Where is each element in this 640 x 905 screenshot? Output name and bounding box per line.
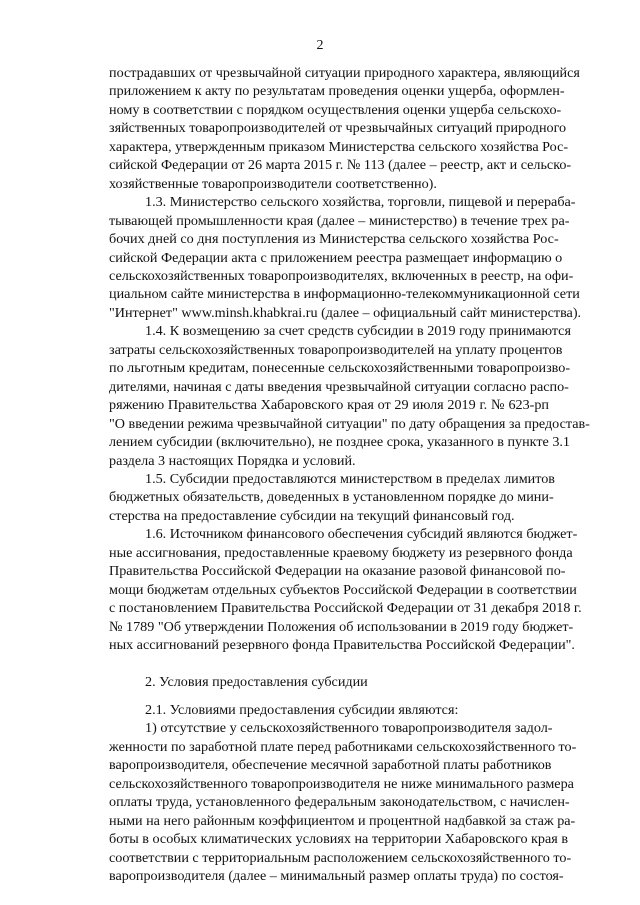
paragraph-line: женности по заработной плате перед работниками сельскохозяйственного то-	[109, 738, 577, 755]
paragraph-line: бочих дней со дня поступления из Министерства сельского хозяйства Рос-	[109, 231, 559, 248]
paragraph-line: тывающей промышленности края (далее – министерство) в течение трех ра-	[109, 212, 570, 229]
paragraph-line: соответствии с территориальным расположением сельскохозяйственного то-	[109, 849, 572, 866]
document-body	[109, 64, 590, 885]
paragraph-line: варопроизводителя (далее – минимальный размер оплаты труда) по состоя-	[109, 868, 564, 885]
paragraph-line: варопроизводителя, обеспечение месячной заработной платы работников	[109, 757, 552, 774]
section-heading	[109, 673, 549, 691]
paragraph-line: приложением к акту по результатам проведения оценки ущерба, оформлен-	[109, 83, 565, 100]
paragraph	[109, 525, 582, 654]
paragraph-line: боты в особых климатических условиях на территории Хабаровского края в	[109, 831, 568, 848]
paragraph-line: 1.5. Субсидии предоставляются министерством в пределах лимитов	[145, 470, 555, 487]
paragraph	[109, 719, 577, 885]
paragraph-line: с постановлением Правительства Российской Федерации от 31 декабря 2018 г.	[109, 600, 582, 617]
paragraph-line: мощи бюджетам отдельных субъектов Российской Федерации в соответствии	[109, 581, 577, 598]
paragraph-line: 1) отсутствие у сельскохозяйственного товаропроизводителя задол-	[145, 720, 553, 737]
section-1-continued	[109, 64, 590, 655]
paragraph-line: ному в соответствии с порядком осуществления оценки ущерба сельскохо-	[109, 101, 562, 118]
paragraph	[109, 322, 590, 470]
paragraph-line: 1.4. К возмещению за счет средств субсидии в 2019 году принимаются	[145, 323, 571, 340]
paragraph-line: сийской Федерации от 26 марта 2015 г. № 113 (далее – реестр, акт и сельско-	[109, 157, 572, 174]
paragraph-line: сийской Федерации акта с приложением реестра размещает информацию о	[109, 249, 563, 266]
paragraph-line: пострадавших от чрезвычайной ситуации природного характера, являющийся	[109, 65, 580, 81]
paragraph	[109, 470, 555, 525]
section-heading-text: 2. Условия предоставления субсидии	[145, 673, 368, 690]
paragraph-line: сельскохозяйственного товаропроизводителя не ниже минимального размера	[109, 775, 574, 792]
paragraph-line: ные ассигнования, предоставленные краевому бюджету из резервного фонда	[109, 544, 573, 561]
section-gap	[109, 691, 549, 701]
paragraph-line: "О введении режима чрезвычайной ситуации" по дату обращения за предостав-	[109, 415, 590, 432]
paragraph-line: ных ассигнований резервного фонда Правительства Российской Федерации".	[109, 637, 575, 654]
paragraph-line: циальном сайте министерства в информационно-телекоммуникационной сети	[109, 286, 580, 303]
paragraph-line: № 1789 "Об утверждении Положения об использовании в 2019 году бюджет-	[109, 618, 574, 635]
section-gap	[109, 655, 549, 673]
paragraph-line: сельскохозяйственных товаропроизводителях, включенных в реестр, на офи-	[109, 267, 574, 284]
paragraph-line: ряжению Правительства Хабаровского края от 29 июля 2019 г. № 623-рп	[109, 397, 549, 414]
paragraph-line: 2.1. Условиями предоставления субсидии являются:	[145, 701, 459, 718]
paragraph	[109, 701, 549, 719]
paragraph-line: лением субсидии (включительно), не позднее срока, указанного в пункте 3.1	[109, 434, 571, 451]
paragraph-line: по льготным кредитам, понесенные сельскохозяйственными товаропроизво-	[109, 360, 571, 377]
paragraph	[109, 64, 580, 193]
paragraph-line: Правительства Российской Федерации на оказание разовой финансовой по-	[109, 563, 566, 580]
paragraph-line: 1.3. Министерство сельского хозяйства, торговли, пищевой и перераба-	[145, 194, 576, 211]
paragraph-line: стерства на предоставление субсидии на текущий финансовый год.	[109, 507, 515, 524]
paragraph-line: бюджетных обязательств, доведенных в установленном порядке до мини-	[109, 489, 554, 506]
paragraph-line: оплаты труда, установленного федеральным законодательством, с начислен-	[109, 794, 570, 811]
paragraph-line: ными на него районным коэффициентом и процентной надбавкой за стаж ра-	[109, 812, 576, 829]
paragraph-line: затраты сельскохозяйственных товаропроизводителей на уплату процентов	[109, 341, 563, 358]
section-2-body	[109, 701, 577, 886]
paragraph-line: дителями, начиная с даты введения чрезвычайной ситуации согласно распо-	[109, 378, 569, 395]
page-number: 2	[316, 38, 324, 53]
paragraph-line: раздела 3 настоящих Порядка и условий.	[109, 452, 356, 469]
paragraph-line: характера, утвержденным приказом Министерства сельского хозяйства Рос-	[109, 138, 569, 155]
paragraph-line: "Интернет" www.minsh.khabkrai.ru (далее – официальный сайт министерства).	[109, 304, 582, 321]
paragraph-line: зяйственных товаропроизводителей от чрезвычайных ситуаций природного	[109, 120, 567, 137]
paragraph-line: хозяйственные товаропроизводители соответственно).	[109, 175, 437, 192]
paragraph	[109, 193, 582, 322]
paragraph-line: 1.6. Источником финансового обеспечения субсидий являются бюджет-	[145, 526, 578, 543]
